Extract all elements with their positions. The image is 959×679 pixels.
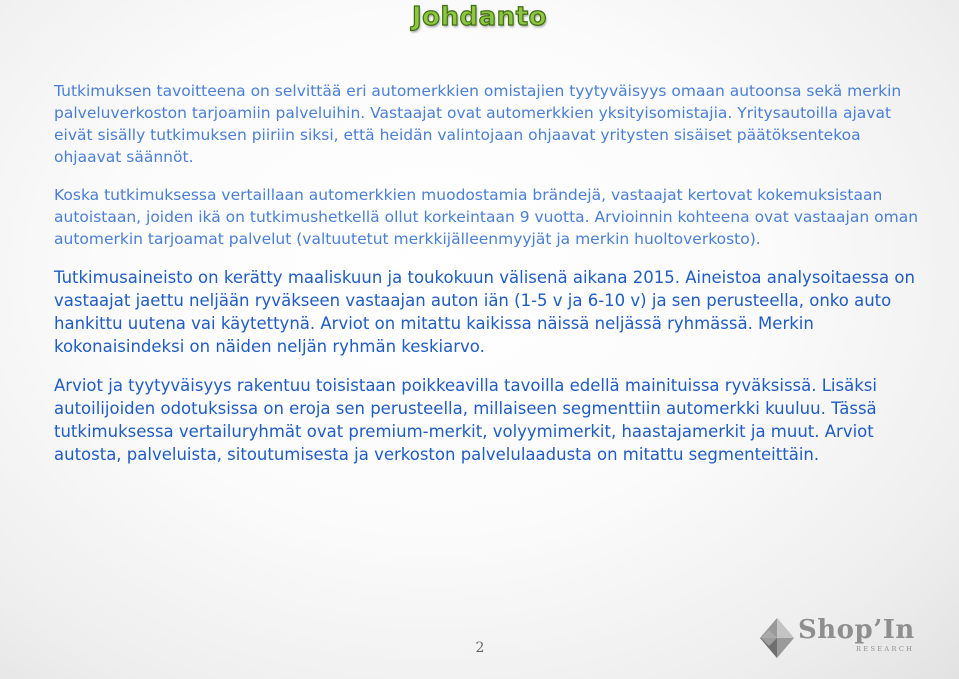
slide-title: Johdanto bbox=[411, 2, 547, 32]
logo-name: Shop’In bbox=[798, 615, 915, 645]
paragraph-comparison: Koska tutkimuksessa vertaillaan automerkkien muodostamia brändejä, vastaajat kertovat kokemuksistaan autoistaan, joiden ikä on tutkimushetkellä ollut korkeintaan 9 vuotta. Arvioinnin kohteena ovat vastaajan oman automerkin tarjoamat palvelut (valtuutetut merkkijälleenmyyjät ja merkin huoltoverkosto). bbox=[54, 186, 919, 248]
paragraph-data-collection: Tutkimusaineisto on kerätty maaliskuun ja toukokuun välisenä aikana 2015. Aineistoa analysoitaessa on vastaajat jaettu neljään ryväkseen vastaajan auton iän (1-5 v ja 6-10 v) ja sen perusteella, onko auto hankittu uutena vai käytettynä. Arviot on mitattu kaikissa näissä neljässä ryhmässä. Merkin kokonaisindeksi on näiden neljän ryhmän keskiarvo. bbox=[54, 268, 915, 356]
diamond-logo-icon bbox=[758, 616, 796, 660]
paragraph-objective: Tutkimuksen tavoitteena on selvittää eri automerkkien omistajien tyytyväisyys omaan autoonsa sekä merkin palveluverkoston tarjoamiin palveluihin. Vastaajat ovat automerkkien yksityisomistajia. Yritysautoilla ajavat eivät sisälly tutkimuksen piiriin siksi, että heidän valintojaan ohjaavat yritysten sisäiset päätöksentekoa ohjaavat säännöt. bbox=[54, 82, 902, 166]
paragraph-segments: Arviot ja tyytyväisyys rakentuu toisistaan poikkeavilla tavoilla edellä mainituissa ryväksissä. Lisäksi autoilijoiden odotuksissa on eroja sen perusteella, millaiseen segmenttiin automerkki kuuluu. Tässä tutkimuksessa vertailuryhmät ovat premium-merkit, volyymimerkit, haastajamerkit ja muut. Arviot autosta, palveluista, sitoutumisesta ja verkoston palvelulaadusta on mitattu segmenteittäin. bbox=[54, 376, 877, 464]
slide-body bbox=[54, 70, 922, 466]
company-logo bbox=[758, 612, 948, 662]
logo-subtitle: RESEARCH bbox=[856, 645, 915, 653]
page-number: 2 bbox=[475, 640, 485, 656]
